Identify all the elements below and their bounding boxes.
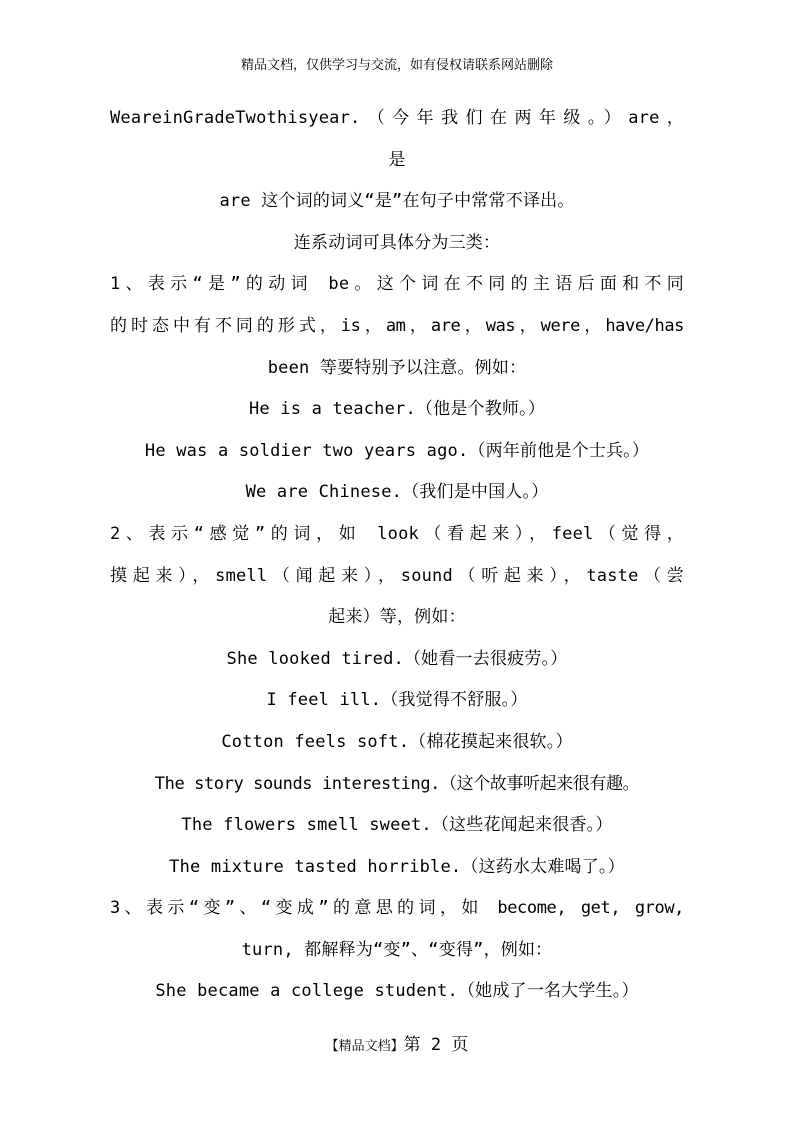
text-line-6: 的时态中有不同的形式，is，am，are，was，were，have/has <box>110 315 684 336</box>
text-line-4: 连系动词可具体分为三类： <box>293 232 501 253</box>
text-line-15: I feel ill.（我觉得不舒服。） <box>266 690 528 711</box>
text-line-2: 是 <box>388 149 406 170</box>
header-notice: 精品文档，仅供学习与交流，如有侵权请联系网站删除 <box>240 58 553 73</box>
text-line-21: turn, 都解释为“变”、“变得”，例如： <box>241 939 553 960</box>
text-line-1: WeareinGradeTwothisyear.（今年我们在两年级。）are， <box>110 108 684 128</box>
page-footer <box>0 1033 794 1059</box>
text-line-14: She looked tired.（她看一去很疲劳。） <box>226 648 568 669</box>
text-line-3: are 这个词的词义“是”在句子中常常不译出。 <box>219 191 575 212</box>
text-line-9: He was a soldier two years ago.（两年前他是个士兵。） <box>144 440 650 461</box>
page-number: 第 2 页 <box>403 1035 469 1055</box>
text-line-7: been 等要特别予以注意。例如： <box>267 357 527 378</box>
page-header <box>0 56 794 76</box>
text-line-18: The flowers smell sweet.（这些花闻起来很香。） <box>181 815 613 836</box>
text-line-17: The story sounds interesting.（这个故事听起来很有趣。 <box>154 773 640 794</box>
text-line-16: Cotton feels soft.（棉花摸起来很软。） <box>221 731 573 752</box>
text-line-10: We are Chinese.（我们是中国人。） <box>245 482 549 503</box>
text-line-20: 3、表示“变”、“变成”的意思的词，如 become, get, grow, <box>110 898 684 919</box>
text-line-13: 起来）等，例如： <box>328 607 466 628</box>
text-line-8: He is a teacher.（他是个教师。） <box>248 399 546 420</box>
footer-tag: 【精品文档】 <box>325 1039 404 1054</box>
text-line-11: 2、表示“感觉”的词，如 look（看起来），feel（觉得， <box>110 523 684 544</box>
text-line-12: 摸起来），smell（闻起来），sound（听起来），taste（尝 <box>110 565 684 586</box>
document-body <box>110 98 684 1013</box>
text-line-22: She became a college student.（她成了一名大学生。） <box>155 981 639 1002</box>
text-line-19: The mixture tasted horrible.（这药水太难喝了。） <box>169 856 625 877</box>
text-line-5: 1、表示“是”的动词 be。这个词在不同的主语后面和不同 <box>110 274 684 295</box>
